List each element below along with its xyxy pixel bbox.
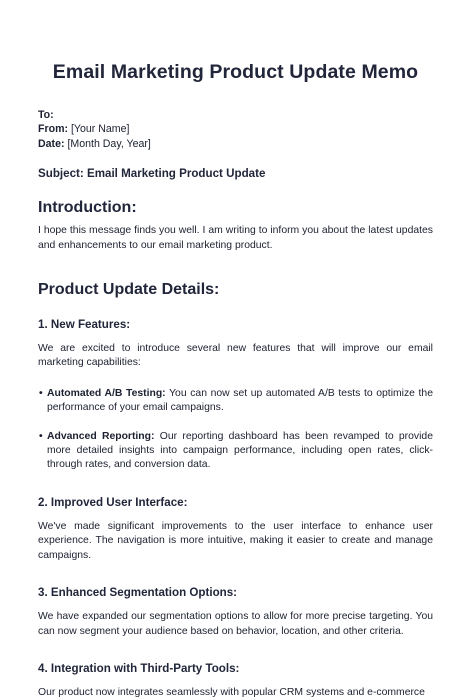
to-row <box>38 108 433 122</box>
from-label: From: <box>38 123 69 136</box>
date-label: Date: <box>38 137 65 150</box>
bullet-icon: • <box>39 430 43 442</box>
bullet-icon: • <box>39 387 43 399</box>
new-features-list <box>38 387 433 473</box>
section-improved-ui-heading: 2. Improved User Interface: <box>38 495 188 509</box>
from-row <box>38 122 433 136</box>
bullet-text: Our reporting dashboard has been revamped to provide more detailed insights into campaign performance, including open rates, click-through rates, and conversion data. <box>47 430 433 471</box>
introduction-heading: Introduction: <box>38 199 137 217</box>
list-item <box>39 387 433 416</box>
list-item <box>39 430 433 473</box>
section-integration-heading: 4. Integration with Third-Party Tools: <box>38 661 240 675</box>
memo-title: Email Marketing Product Update Memo <box>52 61 419 83</box>
section-new-features-heading: 1. New Features: <box>38 318 131 332</box>
section-integration-body: Our product now integrates seamlessly with popular CRM systems and e-commerce <box>38 686 425 698</box>
memo-meta <box>38 108 433 151</box>
product-update-details-heading: Product Update Details: <box>38 281 220 299</box>
section-segmentation-heading: 3. Enhanced Segmentation Options: <box>38 586 238 600</box>
introduction-body: I hope this message finds you well. I am writing to inform you about the latest updates and enhancements to our email marketing product. <box>38 225 433 251</box>
section-improved-ui-body: We've made significant improvements to the user interface to enhance user experience. The navigation is more intuitive, making it easier to create and manage campaigns. <box>38 520 433 561</box>
section-new-features-body: We are excited to introduce several new features that will improve our email marketing capabilities: <box>38 343 433 369</box>
from-value: [Your Name] <box>70 123 130 136</box>
date-row <box>38 137 433 151</box>
bullet-text: You can now set up automated A/B tests to optimize the performance of your email campaigns. <box>47 387 433 414</box>
memo-subject: Subject: Email Marketing Product Update <box>38 167 266 181</box>
date-value: [Month Day, Year] <box>67 137 151 150</box>
bullet-term: Advanced Reporting: <box>47 430 155 442</box>
bullet-term: Automated A/B Testing: <box>47 387 166 399</box>
to-label: To: <box>38 109 54 121</box>
section-segmentation-body: We have expanded our segmentation options to allow for more precise targeting. You can now segment your audience based on behavior, location, and other criteria. <box>38 611 433 637</box>
